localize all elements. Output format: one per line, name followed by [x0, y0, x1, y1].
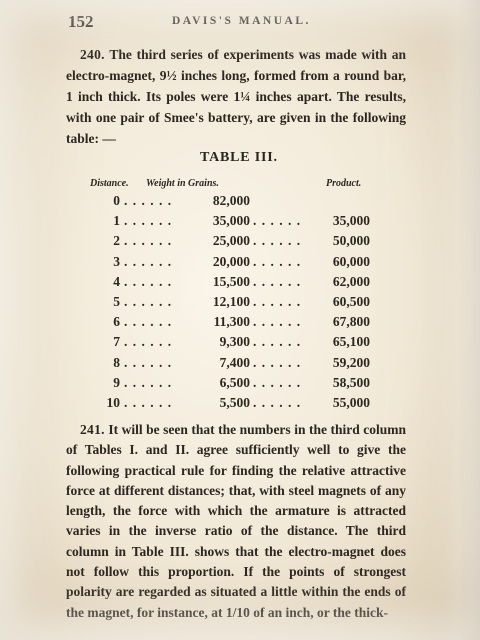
- leader-dots: . . . . . .: [124, 273, 173, 289]
- paragraph-text: The third series of experiments was made with an electro-magnet, 9½ inches long, formed from a round bar, 1 inch thick. Its poles were 1¼ inches apart. The results, with one pair of Smee's battery, are given in the following table: —: [66, 47, 406, 146]
- table-title: TABLE III.: [200, 150, 278, 165]
- paragraph-text: It will be seen that the numbers in the third column of Tables I. and II. agree sufficiently well to give the following practical rule for finding the relative attractive force at different distances; that, with steel magnets of any length, the force with which the armature is attracted varies in the inverse ratio of the distance. The third column in Table III. shows that the electro-magnet does not follow this proportion. If the points of strongest polarity are regarded as situated a little within the ends of the magnet, for instance, at 1/10 of an inch, or the thick-: [66, 422, 406, 620]
- weight-cell: 82,000: [212, 193, 250, 208]
- leader-dots: . . . . . .: [253, 213, 302, 229]
- table-row: [90, 193, 380, 213]
- product-cell: 60,500: [332, 294, 370, 309]
- leader-dots: . . . . . .: [124, 395, 173, 410]
- table-row: [90, 254, 380, 274]
- column-header-distance: Distance.: [90, 178, 129, 189]
- product-cell: 58,500: [332, 374, 370, 390]
- distance-cell: 10: [106, 395, 120, 410]
- distance-cell: 4: [113, 273, 120, 289]
- leader-dots: . . . . . .: [253, 354, 302, 370]
- distance-cell: 0: [113, 193, 120, 208]
- table-row: [90, 274, 380, 294]
- weight-cell: 6,500: [219, 374, 250, 390]
- table-row: [90, 375, 380, 395]
- leader-dots: . . . . . .: [253, 395, 302, 410]
- leader-dots: . . . . . .: [124, 374, 173, 390]
- column-header-product: Product.: [326, 178, 362, 189]
- leader-dots: . . . . . .: [253, 374, 302, 390]
- product-cell: 65,100: [332, 334, 370, 350]
- weight-cell: 11,300: [213, 314, 250, 330]
- leader-dots: . . . . . .: [124, 253, 173, 269]
- table-row: [90, 395, 380, 415]
- running-title: DAVIS'S MANUAL.: [172, 15, 311, 27]
- product-cell: 55,000: [332, 395, 370, 410]
- product-cell: 60,000: [332, 253, 370, 269]
- weight-cell: 25,000: [212, 233, 250, 249]
- paragraph-241: [66, 420, 406, 623]
- product-cell: 67,800: [332, 314, 370, 330]
- leader-dots: . . . . . .: [124, 354, 173, 370]
- distance-cell: 8: [113, 354, 120, 370]
- distance-cell: 5: [113, 294, 120, 309]
- leader-dots: . . . . . .: [124, 334, 173, 350]
- leader-dots: . . . . . .: [124, 294, 173, 309]
- leader-dots: . . . . . .: [253, 253, 302, 269]
- leader-dots: . . . . . .: [253, 334, 302, 350]
- table-row: [90, 314, 380, 334]
- paragraph-240: [66, 44, 406, 149]
- weight-cell: 7,400: [219, 354, 250, 370]
- leader-dots: . . . . . .: [124, 233, 173, 249]
- leader-dots: . . . . . .: [253, 273, 302, 289]
- paragraph-number: 241.: [80, 422, 105, 437]
- leader-dots: . . . . . .: [253, 314, 302, 330]
- weight-cell: 20,000: [212, 253, 250, 269]
- weight-cell: 9,300: [219, 334, 250, 350]
- weight-cell: 5,500: [219, 395, 250, 410]
- product-cell: 50,000: [332, 233, 370, 249]
- leader-dots: . . . . . .: [124, 314, 173, 330]
- page-number: 152: [68, 12, 94, 31]
- distance-cell: 1: [113, 213, 120, 229]
- page-edge-shadow: [458, 0, 480, 640]
- distance-cell: 2: [113, 233, 120, 249]
- weight-cell: 35,000: [212, 213, 250, 229]
- table-row: [90, 213, 380, 233]
- leader-dots: . . . . . .: [253, 294, 302, 309]
- product-cell: 59,200: [332, 354, 370, 370]
- distance-cell: 6: [113, 314, 120, 330]
- paragraph-number: 240.: [80, 47, 105, 62]
- running-header: [62, 12, 412, 34]
- table-row: [90, 355, 380, 375]
- distance-cell: 9: [113, 374, 120, 390]
- leader-dots: . . . . . .: [124, 193, 173, 208]
- leader-dots: . . . . . .: [253, 233, 302, 249]
- table-row: [90, 294, 380, 314]
- distance-cell: 7: [113, 334, 120, 350]
- table-row: [90, 233, 380, 253]
- distance-cell: 3: [113, 253, 120, 269]
- leader-dots: . . . . . .: [124, 213, 173, 229]
- weight-cell: 15,500: [212, 273, 250, 289]
- product-cell: 35,000: [332, 213, 370, 229]
- weight-cell: 12,100: [212, 294, 250, 309]
- column-header-weight: Weight in Grains.: [146, 178, 219, 189]
- table-row: [90, 334, 380, 354]
- product-cell: 62,000: [332, 273, 370, 289]
